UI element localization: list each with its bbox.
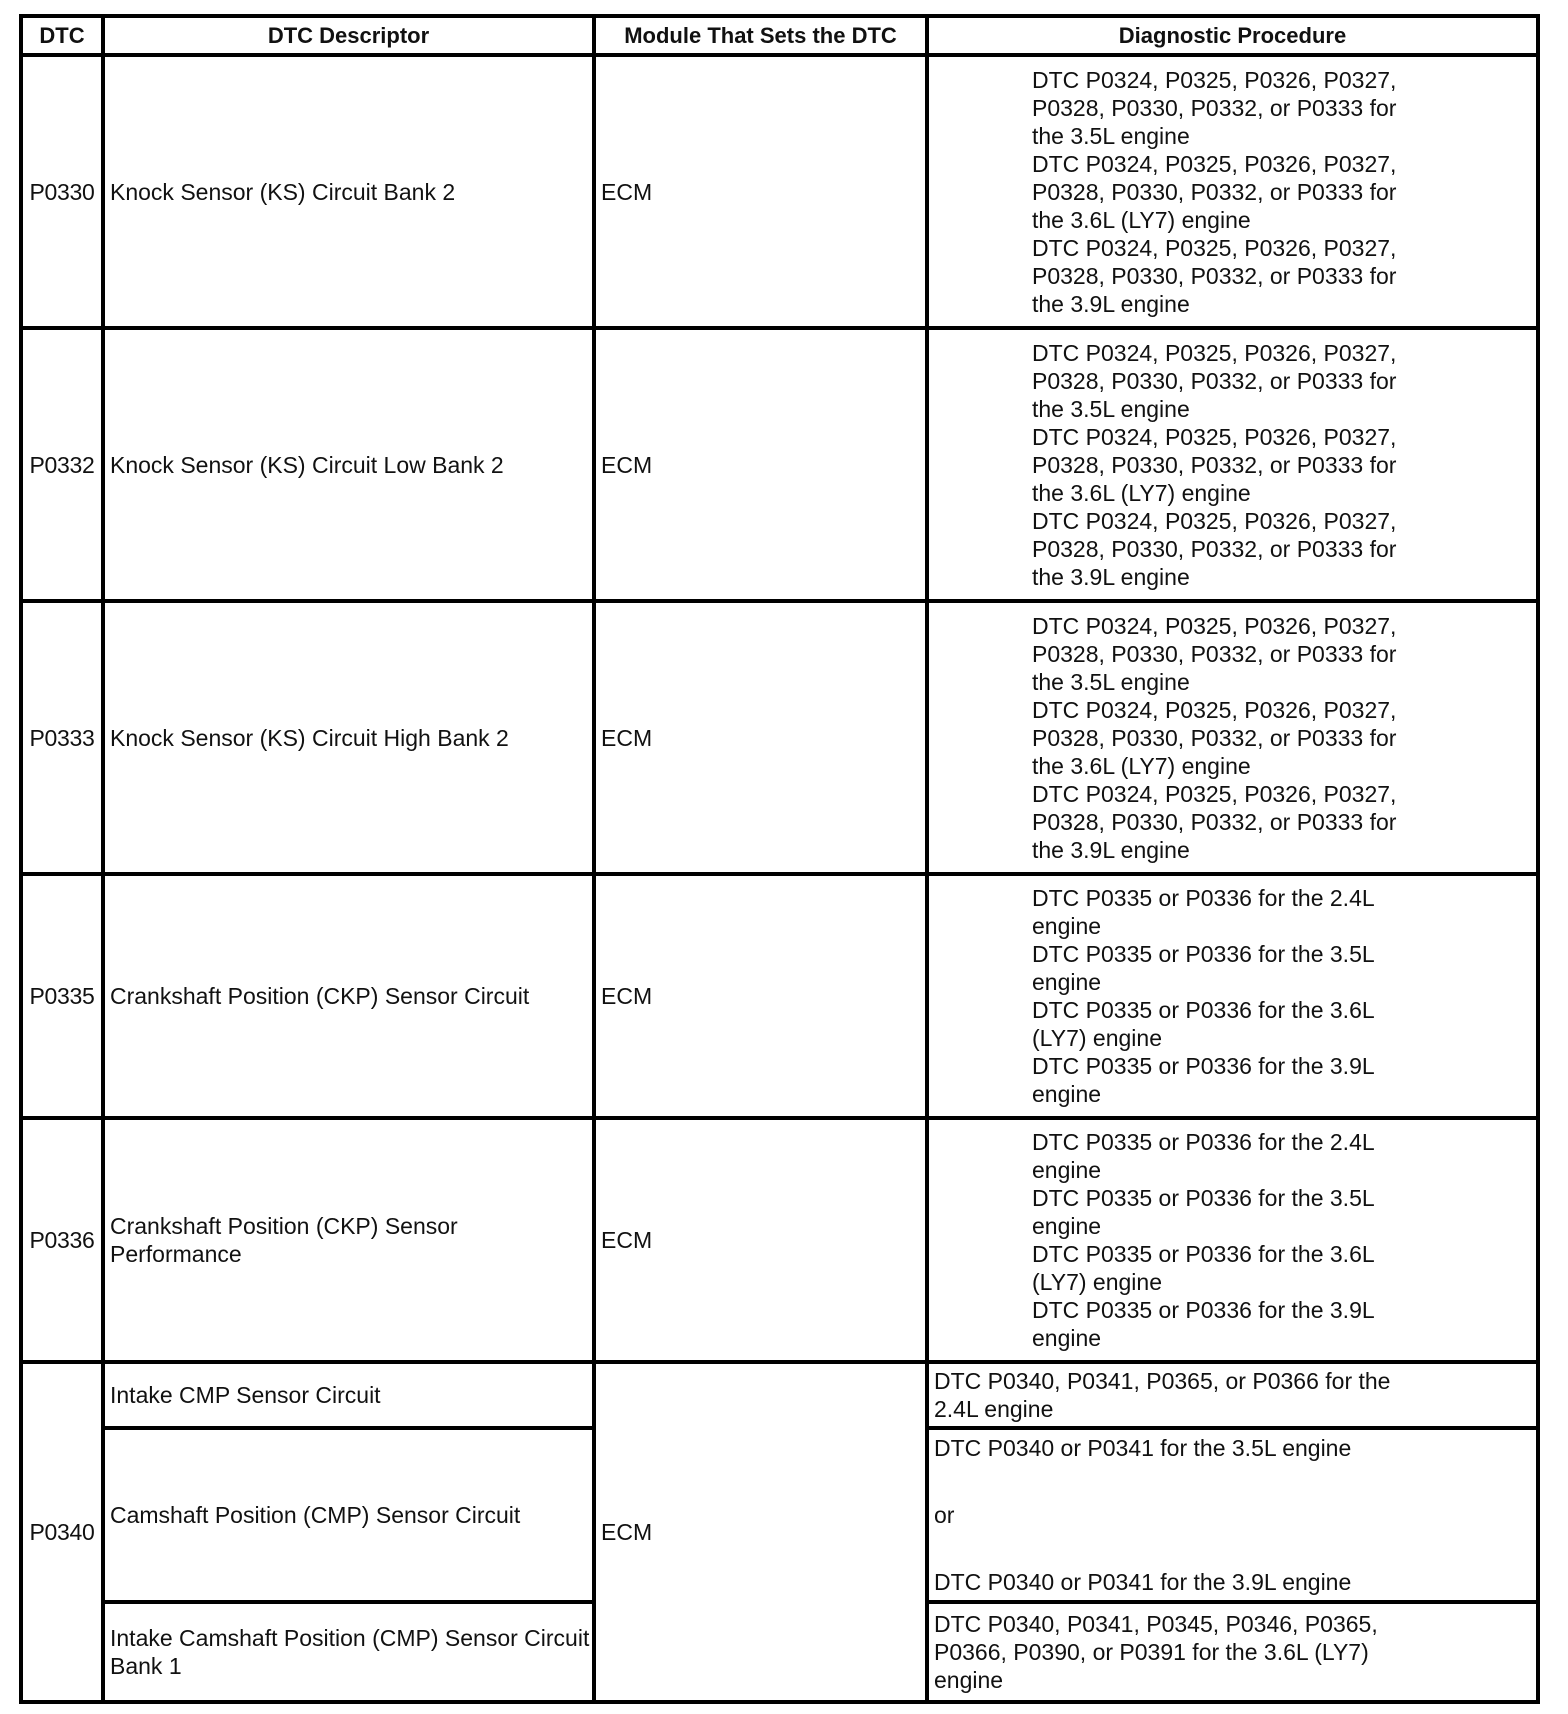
table-row <box>21 874 1538 1118</box>
table-row <box>21 1118 1538 1362</box>
dtc-code: P0333 <box>21 601 103 874</box>
procedure-line: DTC P0335 or P0336 for the 2.4L <box>1032 885 1375 911</box>
header-row <box>21 16 1538 55</box>
dtc-table <box>19 14 1540 1704</box>
diagnostic-procedure <box>927 874 1538 1118</box>
diagnostic-procedure <box>927 1362 1538 1428</box>
procedure-line: DTC P0340 or P0341 for the 3.5L engine <box>934 1435 1352 1461</box>
procedure-line: the 3.6L (LY7) engine <box>1032 752 1251 779</box>
procedure-line: the 3.9L engine <box>1032 290 1190 317</box>
dtc-code: P0336 <box>21 1118 103 1362</box>
descriptor-line: Crankshaft Position (CKP) Sensor <box>110 1213 458 1239</box>
procedure-line: or <box>934 1502 955 1528</box>
descriptor-line: Intake Camshaft Position (CMP) Sensor Circuit <box>110 1625 590 1651</box>
dtc-descriptor: Knock Sensor (KS) Circuit Bank 2 <box>103 55 594 328</box>
procedure-line: 2.4L engine <box>934 1396 1054 1422</box>
procedure-line: DTC P0340, P0341, P0365, or P0366 for the <box>934 1368 1391 1394</box>
header-procedure: Diagnostic Procedure <box>927 16 1538 55</box>
procedure-line: engine <box>1032 1325 1102 1351</box>
table-row <box>21 601 1538 874</box>
diagnostic-procedure <box>927 1428 1538 1602</box>
procedure-line: DTC P0335 or P0336 for the 3.9L <box>1032 1053 1375 1079</box>
table-row <box>21 1362 1538 1428</box>
dtc-module: ECM <box>594 55 927 328</box>
dtc-module: ECM <box>594 874 927 1118</box>
dtc-code: P0330 <box>21 55 103 328</box>
procedure-line: DTC P0335 or P0336 for the 3.5L <box>1032 941 1375 967</box>
spacer <box>934 1462 1522 1501</box>
procedure-line: engine <box>1032 1213 1102 1239</box>
dtc-module: ECM <box>594 1362 927 1702</box>
dtc-descriptor <box>103 1118 594 1362</box>
dtc-code: P0335 <box>21 874 103 1118</box>
descriptor-line: Camshaft Position (CMP) Sensor Circuit <box>110 1502 521 1528</box>
procedure-line: DTC P0324, P0325, P0326, P0327, <box>1032 780 1397 807</box>
procedure-line: DTC P0324, P0325, P0326, P0327, <box>1032 612 1397 639</box>
procedure-line: the 3.9L engine <box>1032 563 1190 590</box>
procedure-line: DTC P0335 or P0336 for the 3.6L <box>1032 997 1375 1023</box>
procedure-line: P0328, P0330, P0332, or P0333 for <box>1032 724 1397 751</box>
procedure-line: (LY7) engine <box>1032 1025 1162 1051</box>
procedure-line: the 3.6L (LY7) engine <box>1032 206 1251 233</box>
header-dtc: DTC <box>21 16 103 55</box>
procedure-line: the 3.5L engine <box>1032 122 1190 149</box>
procedure-line: DTC P0324, P0325, P0326, P0327, <box>1032 696 1397 723</box>
dtc-module: ECM <box>594 1118 927 1362</box>
procedure-line: P0328, P0330, P0332, or P0333 for <box>1032 451 1397 478</box>
procedure-line: P0328, P0330, P0332, or P0333 for <box>1032 262 1397 289</box>
procedure-line: DTC P0335 or P0336 for the 3.5L <box>1032 1185 1375 1211</box>
table-row <box>21 328 1538 601</box>
procedure-line: engine <box>1032 913 1102 939</box>
dtc-descriptor: Knock Sensor (KS) Circuit High Bank 2 <box>103 601 594 874</box>
procedure-line: DTC P0340 or P0341 for the 3.9L engine <box>934 1569 1352 1595</box>
procedure-line: DTC P0324, P0325, P0326, P0327, <box>1032 150 1397 177</box>
dtc-code: P0332 <box>21 328 103 601</box>
diagnostic-procedure <box>927 55 1538 328</box>
dtc-module: ECM <box>594 601 927 874</box>
header-descriptor: DTC Descriptor <box>103 16 594 55</box>
procedure-line: P0328, P0330, P0332, or P0333 for <box>1032 640 1397 667</box>
dtc-module: ECM <box>594 328 927 601</box>
procedure-line: DTC P0324, P0325, P0326, P0327, <box>1032 339 1397 366</box>
procedure-line: P0328, P0330, P0332, or P0333 for <box>1032 94 1397 121</box>
procedure-line: the 3.9L engine <box>1032 836 1190 863</box>
dtc-code: P0340 <box>21 1362 103 1702</box>
procedure-line: engine <box>1032 969 1102 995</box>
procedure-line: P0328, P0330, P0332, or P0333 for <box>1032 178 1397 205</box>
procedure-line: the 3.5L engine <box>1032 668 1190 695</box>
descriptor-line: Performance <box>110 1241 242 1267</box>
procedure-line: DTC P0324, P0325, P0326, P0327, <box>1032 234 1397 261</box>
diagnostic-procedure <box>927 328 1538 601</box>
descriptor-line: Bank 1 <box>110 1653 182 1679</box>
dtc-descriptor <box>103 1428 594 1602</box>
procedure-line: the 3.6L (LY7) engine <box>1032 479 1251 506</box>
diagnostic-procedure <box>927 1602 1538 1702</box>
diagnostic-procedure <box>927 601 1538 874</box>
procedure-line: engine <box>1032 1157 1102 1183</box>
header-module: Module That Sets the DTC <box>594 16 927 55</box>
dtc-descriptor: Knock Sensor (KS) Circuit Low Bank 2 <box>103 328 594 601</box>
procedure-line: (LY7) engine <box>1032 1269 1162 1295</box>
procedure-line: DTC P0340, P0341, P0345, P0346, P0365, <box>934 1611 1378 1637</box>
procedure-line: P0366, P0390, or P0391 for the 3.6L (LY7) <box>934 1639 1369 1665</box>
procedure-line: DTC P0335 or P0336 for the 3.6L <box>1032 1241 1375 1267</box>
procedure-line: DTC P0324, P0325, P0326, P0327, <box>1032 507 1397 534</box>
descriptor-line: Intake CMP Sensor Circuit <box>110 1382 381 1408</box>
procedure-line: DTC P0335 or P0336 for the 3.9L <box>1032 1297 1375 1323</box>
procedure-line: the 3.5L engine <box>1032 395 1190 422</box>
procedure-line: engine <box>1032 1081 1102 1107</box>
procedure-line: P0328, P0330, P0332, or P0333 for <box>1032 367 1397 394</box>
diagnostic-procedure <box>927 1118 1538 1362</box>
table-row <box>21 55 1538 328</box>
dtc-descriptor <box>103 1602 594 1702</box>
dtc-descriptor <box>103 1362 594 1428</box>
procedure-line: P0328, P0330, P0332, or P0333 for <box>1032 808 1397 835</box>
procedure-line: engine <box>934 1667 1004 1693</box>
procedure-line: DTC P0335 or P0336 for the 2.4L <box>1032 1129 1375 1155</box>
procedure-line: DTC P0324, P0325, P0326, P0327, <box>1032 423 1397 450</box>
spacer <box>934 1529 1522 1568</box>
procedure-line: DTC P0324, P0325, P0326, P0327, <box>1032 66 1397 93</box>
procedure-line: P0328, P0330, P0332, or P0333 for <box>1032 535 1397 562</box>
dtc-descriptor: Crankshaft Position (CKP) Sensor Circuit <box>103 874 594 1118</box>
